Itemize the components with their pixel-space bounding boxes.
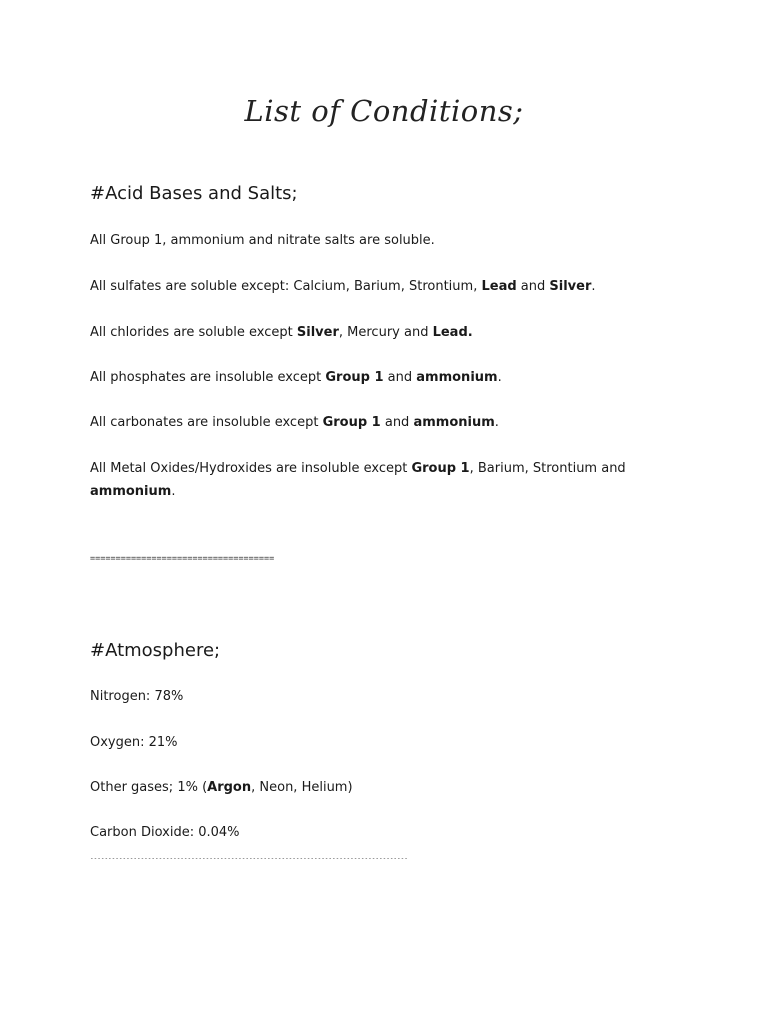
text-run: and bbox=[380, 415, 414, 430]
text-run: . bbox=[497, 370, 502, 385]
acids-line-1 bbox=[90, 229, 650, 252]
text-run: All sulfates are soluble except: Calcium, Barium, Strontium, bbox=[90, 279, 482, 294]
bold-term: Lead bbox=[481, 279, 517, 294]
text-run: All Group 1, ammonium and nitrate salts are soluble. bbox=[90, 233, 435, 248]
divider-dashes: ---------------------------------------------------------------------------------------- bbox=[90, 855, 408, 862]
section-heading-acids: #Acid Bases and Salts; bbox=[90, 183, 298, 204]
text-run: All carbonates are insoluble except bbox=[90, 415, 323, 430]
bold-term: Lead. bbox=[432, 325, 473, 340]
text-run: . bbox=[591, 279, 596, 294]
bold-term: ammonium bbox=[90, 484, 172, 499]
bold-term: Group 1 bbox=[322, 415, 381, 430]
bold-term: Silver bbox=[549, 279, 592, 294]
bold-term: ammonium bbox=[413, 415, 495, 430]
text-run: , Mercury and bbox=[338, 325, 433, 340]
acids-line-5 bbox=[90, 411, 650, 434]
text-run: Other gases; 1% ( bbox=[90, 780, 208, 795]
acids-line-3 bbox=[90, 321, 650, 344]
text-run: Nitrogen: 78% bbox=[90, 689, 184, 704]
text-run: Carbon Dioxide: 0.04% bbox=[90, 825, 240, 840]
bold-term: ammonium bbox=[416, 370, 498, 385]
bold-term: Group 1 bbox=[325, 370, 384, 385]
text-run: All chlorides are soluble except bbox=[90, 325, 297, 340]
text-run: and bbox=[383, 370, 417, 385]
bold-term: Silver bbox=[296, 325, 339, 340]
document-title: List of Conditions; bbox=[244, 94, 524, 128]
text-run: . bbox=[171, 484, 176, 499]
divider-equals: ==================================== bbox=[90, 554, 275, 564]
text-run: and bbox=[516, 279, 550, 294]
acids-line-4 bbox=[90, 366, 650, 389]
acids-line-6 bbox=[90, 457, 635, 503]
bold-term: Argon bbox=[207, 780, 252, 795]
text-run: , Barium, Strontium and bbox=[469, 461, 626, 476]
text-run: , Neon, Helium) bbox=[251, 780, 353, 795]
text-run: Oxygen: 21% bbox=[90, 735, 178, 750]
text-run: . bbox=[494, 415, 499, 430]
acids-line-2 bbox=[90, 275, 650, 298]
atmosphere-line-carbon-dioxide bbox=[90, 821, 650, 844]
text-run: All Metal Oxides/Hydroxides are insoluble except bbox=[90, 461, 412, 476]
bold-term: Group 1 bbox=[411, 461, 470, 476]
atmosphere-line-nitrogen bbox=[90, 685, 650, 708]
section-heading-atmosphere: #Atmosphere; bbox=[90, 640, 221, 661]
atmosphere-line-oxygen bbox=[90, 731, 650, 754]
text-run: All phosphates are insoluble except bbox=[90, 370, 326, 385]
atmosphere-line-other-gases bbox=[90, 776, 650, 799]
